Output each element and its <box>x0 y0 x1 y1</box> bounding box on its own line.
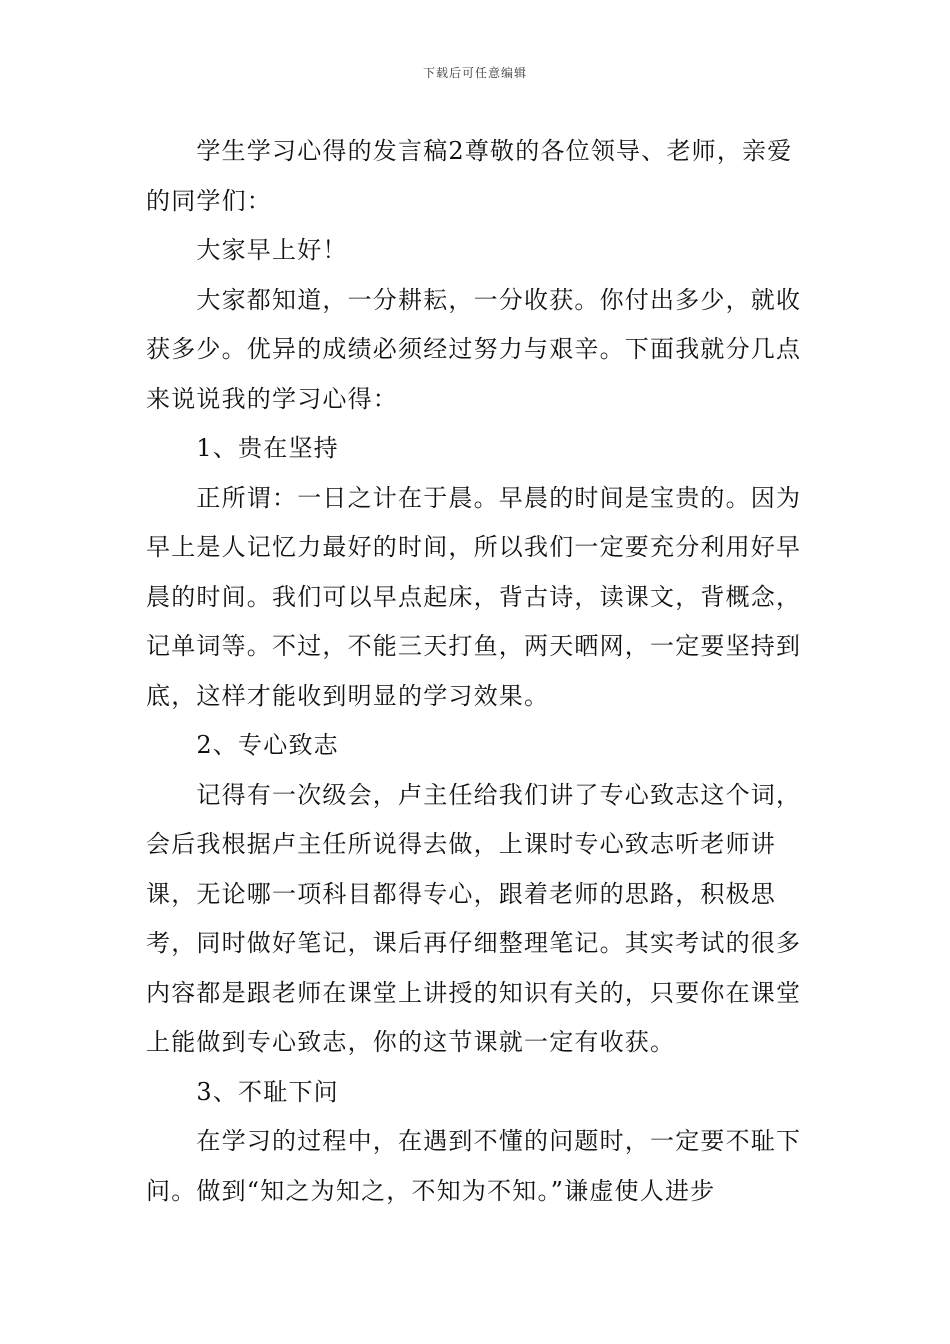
paragraph-opening: 大家都知道，一分耕耘，一分收获。你付出多少，就收获多少。优异的成绩必须经过努力与艰辛。下面我就分几点来说说我的学习心得： <box>146 285 802 413</box>
page-header: 下载后可任意编辑 <box>422 66 527 80</box>
paragraph-greeting: 大家早上好！ <box>196 236 348 264</box>
paragraph-intro: 学生学习心得的发言稿2尊敬的各位领导、老师，亲爱的同学们： <box>146 137 793 215</box>
paragraph-section-3: 在学习的过程中，在遇到不懂的问题时，一定要不耻下问。做到“知之为知之，不知为不知。”谦虚使人进步 <box>146 1127 802 1205</box>
document-body <box>146 127 814 1216</box>
paragraph-section-1: 正所谓：一日之计在于晨。早晨的时间是宝贵的。因为早上是人记忆力最好的时间，所以我们一定要充分利用好早晨的时间。我们可以早点起床，背古诗，读课文，背概念，记单词等。不过，不能三天打鱼，两天晒网，一定要坚持到底，这样才能收到明显的学习效果。 <box>146 483 802 710</box>
section-heading-2: 2、专心致志 <box>196 731 339 759</box>
section-heading-1: 1、贵在坚持 <box>196 434 339 462</box>
section-heading-3: 3、不耻下问 <box>196 1077 339 1106</box>
paragraph-section-2: 记得有一次级会，卢主任给我们讲了专心致志这个词，会后我根据卢主任所说得去做，上课时专心致志听老师讲课，无论哪一项科目都得专心，跟着老师的思路，积极思考，同时做好笔记，课后再仔细整理笔记。其实考试的很多内容都是跟老师在课堂上讲授的知识有关的，只要你在课堂上能做到专心致志，你的这节课就一定有收获。 <box>146 780 802 1056</box>
